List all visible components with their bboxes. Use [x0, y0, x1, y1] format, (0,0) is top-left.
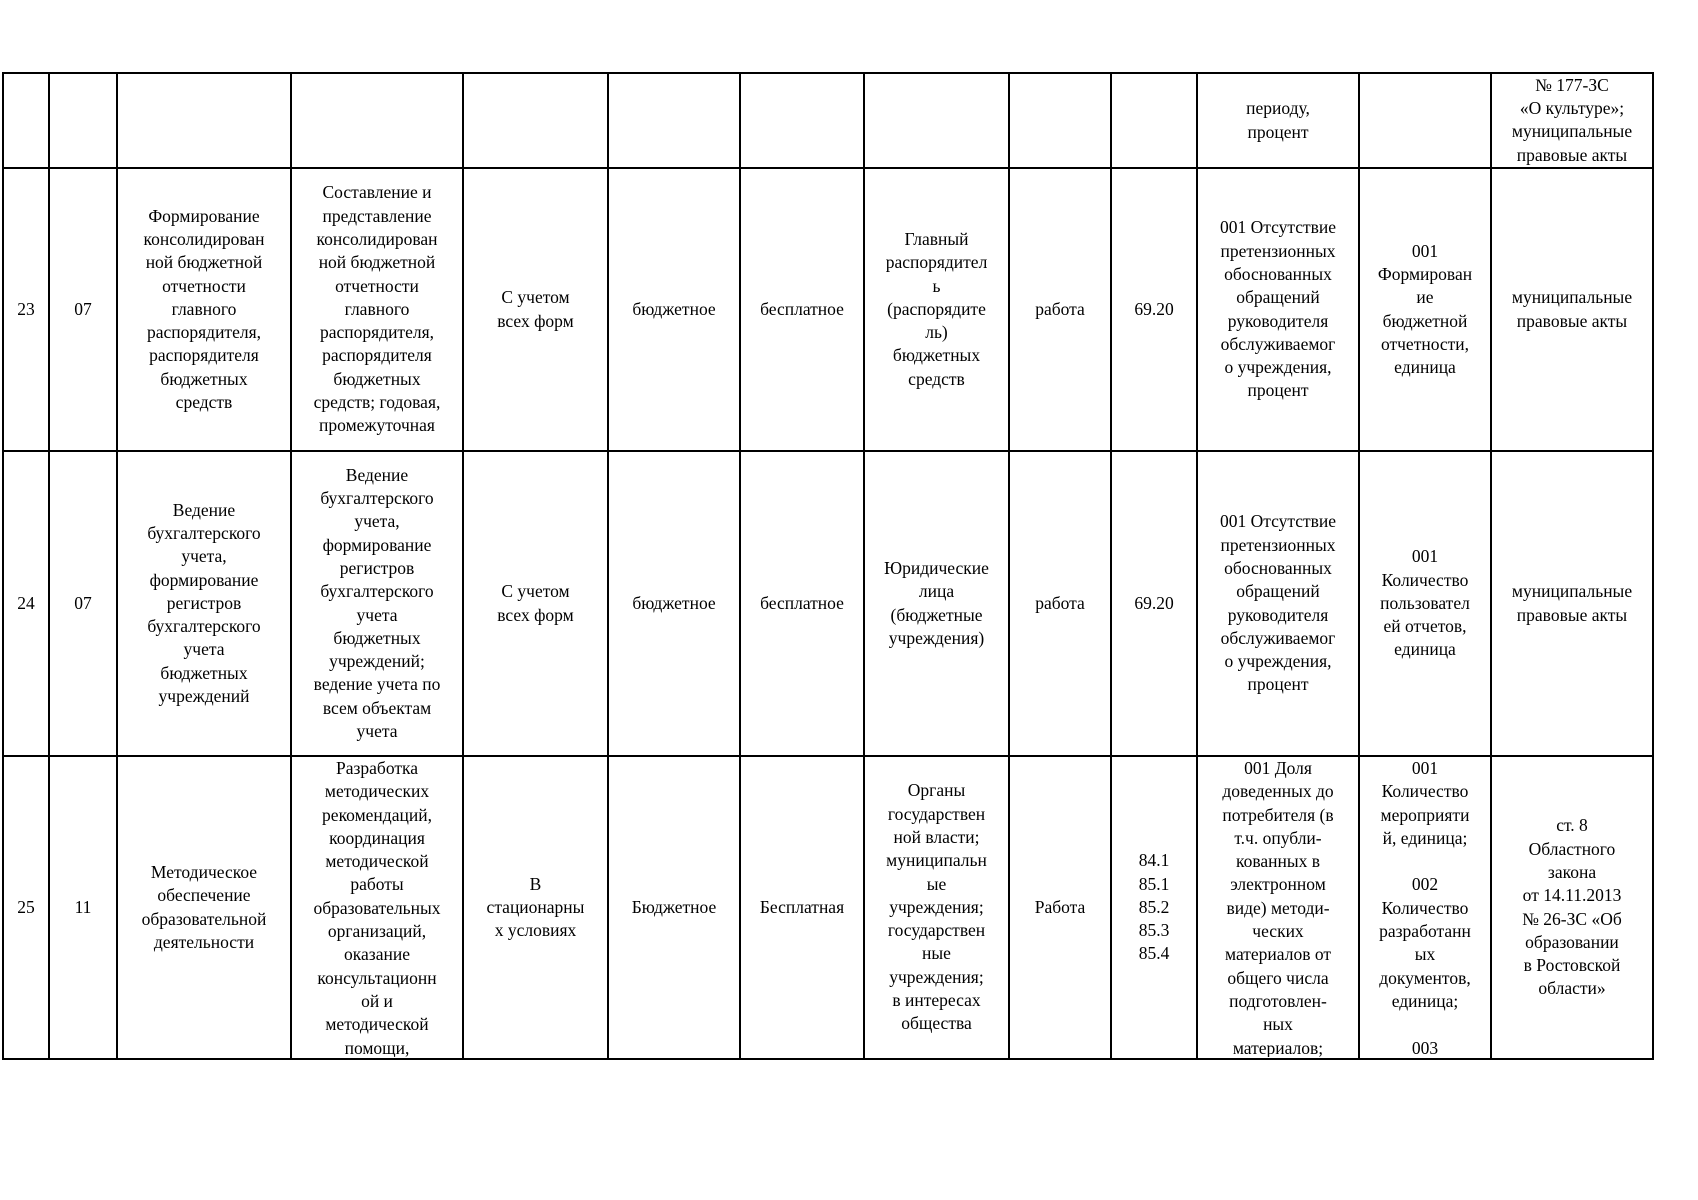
- legal-basis-cell: № 177-ЗС «О культуре»; муниципальные правовые акты: [1491, 73, 1653, 168]
- row-number-cell: 23: [3, 168, 49, 451]
- table-row: [3, 73, 1653, 168]
- service-name-cell: Методическое обеспечение образовательной деятельности: [117, 756, 291, 1059]
- code-cell: 11: [49, 756, 117, 1059]
- conditions-cell: В стационарны х условиях: [463, 756, 608, 1059]
- row-number-cell: [3, 73, 49, 168]
- legal-basis-cell: муниципальные правовые акты: [1491, 451, 1653, 756]
- service-content-cell: Ведение бухгалтерского учета, формирование регистров бухгалтерского учета бюджетных учреждений; ведение учета по всем объектам учета: [291, 451, 463, 756]
- okved-cell: 84.1 85.1 85.2 85.3 85.4: [1111, 756, 1197, 1059]
- budget-type-cell: [608, 73, 740, 168]
- conditions-cell: С учетом всех форм: [463, 451, 608, 756]
- service-name-cell: Формирование консолидирован ной бюджетной отчетности главного распорядителя, распорядителя бюджетных средств: [117, 168, 291, 451]
- code-cell: 07: [49, 451, 117, 756]
- conditions-cell: [463, 73, 608, 168]
- table-row: [3, 168, 1653, 451]
- row-number-cell: 24: [3, 451, 49, 756]
- quality-indicator-cell: 001 Отсутствие претензионных обоснованных обращений руководителя обслуживаемог о учреждения, процент: [1197, 451, 1359, 756]
- volume-indicator-cell: [1359, 73, 1491, 168]
- payment-cell: [740, 73, 864, 168]
- quality-indicator-cell: 001 Отсутствие претензионных обоснованных обращений руководителя обслуживаемог о учреждения, процент: [1197, 168, 1359, 451]
- row-number-cell: 25: [3, 756, 49, 1059]
- legal-basis-cell: ст. 8 Областного закона от 14.11.2013 № 26-ЗС «Об образовании в Ростовской области»: [1491, 756, 1653, 1059]
- service-content-cell: Составление и представление консолидирован ной бюджетной отчетности главного распорядителя, распорядителя бюджетных средств; годовая, промежуточная: [291, 168, 463, 451]
- table-row: [3, 756, 1653, 1059]
- table-row: [3, 451, 1653, 756]
- service-content-cell: Разработка методических рекомендаций, координация методической работы образовательных организаций, оказание консультационн ой и методической помощи,: [291, 756, 463, 1059]
- services-registry-table: [2, 72, 1654, 1060]
- okved-cell: 69.20: [1111, 168, 1197, 451]
- okved-cell: [1111, 73, 1197, 168]
- code-cell: [49, 73, 117, 168]
- quality-indicator-cell: 001 Доля доведенных до потребителя (в т.ч. опубли- кованных в электронном виде) методи- ческих материалов от общего числа подготовлен- ных материалов;: [1197, 756, 1359, 1059]
- payment-cell: бесплатное: [740, 451, 864, 756]
- consumers-cell: [864, 73, 1009, 168]
- code-cell: 07: [49, 168, 117, 451]
- legal-basis-cell: муниципальные правовые акты: [1491, 168, 1653, 451]
- budget-type-cell: бюджетное: [608, 168, 740, 451]
- service-name-cell: [117, 73, 291, 168]
- kind-cell: Работа: [1009, 756, 1111, 1059]
- okved-cell: 69.20: [1111, 451, 1197, 756]
- kind-cell: работа: [1009, 168, 1111, 451]
- consumers-cell: Органы государствен ной власти; муниципальн ые учреждения; государствен ные учреждения; в интересах общества: [864, 756, 1009, 1059]
- kind-cell: работа: [1009, 451, 1111, 756]
- consumers-cell: Главный распорядител ь (распорядите ль) бюджетных средств: [864, 168, 1009, 451]
- payment-cell: Бесплатная: [740, 756, 864, 1059]
- budget-type-cell: Бюджетное: [608, 756, 740, 1059]
- quality-indicator-cell: периоду, процент: [1197, 73, 1359, 168]
- kind-cell: [1009, 73, 1111, 168]
- service-name-cell: Ведение бухгалтерского учета, формирование регистров бухгалтерского учета бюджетных учреждений: [117, 451, 291, 756]
- conditions-cell: С учетом всех форм: [463, 168, 608, 451]
- consumers-cell: Юридические лица (бюджетные учреждения): [864, 451, 1009, 756]
- volume-indicator-cell: 001 Формирован ие бюджетной отчетности, единица: [1359, 168, 1491, 451]
- volume-indicator-cell: 001 Количество мероприяти й, единица; 002 Количество разработанн ых документов, единица; 003: [1359, 756, 1491, 1059]
- payment-cell: бесплатное: [740, 168, 864, 451]
- budget-type-cell: бюджетное: [608, 451, 740, 756]
- service-content-cell: [291, 73, 463, 168]
- volume-indicator-cell: 001 Количество пользовател ей отчетов, единица: [1359, 451, 1491, 756]
